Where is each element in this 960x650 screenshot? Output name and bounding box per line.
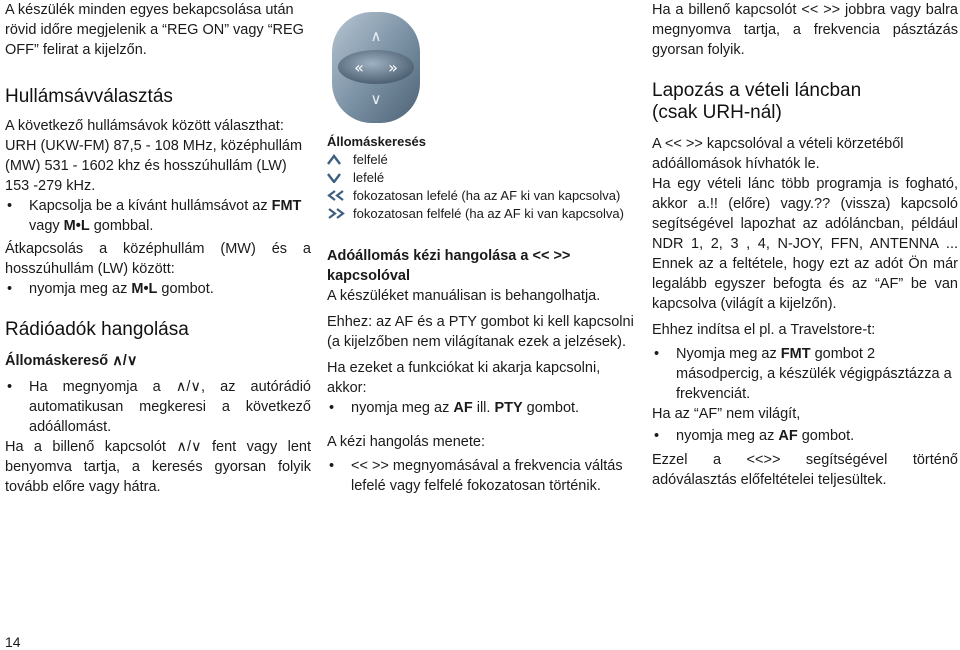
switch-off-text: Ha ezeket a funkciókat ki akarja kapcsolni, akkor: (327, 360, 601, 396)
seek-bullet-text: Ha megnyomja a ∧/∨, az autórádió automatikusan megkeresi a következő adóállomást. (29, 379, 311, 435)
pty-label: PTY (494, 400, 523, 416)
switch-bullet-end: gombot. (157, 281, 214, 297)
band-bullet-end: gombbal. (89, 218, 154, 234)
ml-label-2: M•L (131, 281, 158, 297)
af-bullet-text-2: nyomja meg az (676, 428, 779, 444)
process-bullet-text: << >> megnyomásával a frekvencia váltás lefelé vagy felfelé fokozatosan történik. (351, 458, 623, 494)
double-left-arrow-icon (327, 187, 353, 205)
ill-text: ill. (472, 400, 495, 416)
af-bullet-end-2: gombot. (797, 428, 855, 444)
legend-item (327, 151, 637, 169)
af-bullet-end: gombot. (522, 400, 580, 416)
band-selection-text: A következő hullámsávok között választhat: URH (UKW-FM) 87,5 - 108 MHz, középhullám (MW) 531 - 1602 khz és hosszúhullám (LW) 153 -279 kHz. (5, 118, 303, 194)
legend-item (327, 205, 637, 223)
rocker-switch-illustration (328, 10, 424, 125)
fmt-bullet-text: Nyomja meg az (676, 346, 781, 362)
legend-text: fokozatosan felfelé (ha az AF ki van kapcsolva) (353, 206, 624, 221)
legend-item (327, 169, 637, 187)
af-bullet: • nyomja meg az AF gombot. (654, 428, 855, 444)
fmt-bullet-end: gombot 2 másodpercig, a készülék végigpásztázza a frekvenciát. (676, 346, 952, 402)
svg-text:»: » (388, 58, 398, 77)
af-not-lit-text: Ha az “AF” nem világít, (652, 406, 801, 422)
station-search-title: Állomáskeresés (327, 134, 427, 149)
seek-bullet: • Ha megnyomja a ∧/∨, az autórádió automatikusan megkeresi a következő adóállomást. (7, 379, 311, 435)
chain-text-1: A << >> kapcsolóval a vételi körzetéből adóállomások hívhatók le. (652, 136, 904, 172)
process-bullet: • << >> megnyomásával a frekvencia váltás lefelé vagy felfelé fokozatosan történik. (327, 456, 637, 496)
svg-text:∨: ∨ (370, 90, 382, 108)
final-text: Ezzel a <<>> segítségével történő adóválasztás előfeltételei teljesültek. (652, 452, 958, 488)
band-bullet: • Kapcsolja be a kívánt hullámsávot az FMT vagy M•L gombbal. (7, 198, 302, 234)
chain-heading-2: (csak URH-nál) (652, 102, 782, 123)
manual-tuning-text: A készüléket manuálisan is behangolhatja. (327, 288, 601, 304)
af-label: AF (453, 400, 473, 416)
fmt-label: FMT (271, 198, 302, 214)
chain-text-2: Ha egy vételi lánc több programja is fogható, akkor a.!! (előre) vagy.?? (vissza) kapcsoló segítségével lapozhat az adóláncban, például NDR 1, 2, 3 , 4, N-JOY, FFN, ANTENNA ... Ennek az a feltétele, hogy ezt az adót Ön már legalább egyszer befogta és az “AF” be van kapcsolva (világít a kijelzőn). (652, 176, 958, 312)
ml-label: M•L (63, 218, 90, 234)
af-pty-bullet: • nyomja meg az AF ill. PTY gombot. (329, 400, 580, 416)
fmt-label-2: FMT (780, 346, 811, 362)
manual-tuning-title: Adóállomás kézi hangolása a << >> kapcsolóval (327, 248, 571, 284)
legend-text: fokozatosan lefelé (ha az AF ki van kapcsolva) (353, 188, 621, 203)
legend-list (327, 151, 637, 223)
af-bullet-text: nyomja meg az (351, 400, 454, 416)
chain-heading-1: Lapozás a vételi láncban (652, 80, 862, 101)
requirement-text: Ehhez: az AF és a PTY gombot ki kell kapcsolni (a kijelzőben nem világítanak ezek a jelzések). (327, 314, 634, 350)
switch-text: Átkapcsolás a középhullám (MW) és a hosszúhullám (LW) között: (5, 241, 311, 277)
switch-bullet: • nyomja meg az M•L gombot. (7, 281, 214, 297)
seek-text: Ha a billenő kapcsolót ∧/∨ fent vagy lent benyomva tartja, a keresés gyorsan folyik tovább előre vagy hátra. (5, 439, 311, 495)
af-label-2: AF (778, 428, 798, 444)
scan-text: Ha a billenő kapcsolót << >> jobbra vagy balra megnyomva tartja, a frekvencia pásztázás gyorsan folyik. (652, 2, 958, 58)
column-left (5, 0, 311, 497)
svg-text:∧: ∧ (370, 27, 382, 45)
or-text: vagy (29, 218, 64, 234)
up-arrow-icon (327, 151, 353, 169)
intro-paragraph: A készülék minden egyes bekapcsolása után rövid időre megjelenik a “REG ON” vagy “REG OFF” felirat a kijelzőn. (5, 2, 304, 58)
column-middle (327, 133, 637, 496)
legend-text: felfelé (353, 152, 388, 167)
legend-text: lefelé (353, 170, 385, 185)
svg-text:«: « (354, 58, 364, 77)
fmt-bullet: • Nyomja meg az FMT gombot 2 másodpercig, a készülék végigpásztázza a frekvenciát. (654, 346, 952, 402)
band-selection-heading: Hullámsávválasztás (5, 86, 173, 107)
tuning-heading: Rádióadók hangolása (5, 319, 189, 340)
band-bullet-text: Kapcsolja be a kívánt hullámsávot az (29, 198, 268, 214)
down-arrow-icon (327, 169, 353, 187)
travelstore-text: Ehhez indítsa el pl. a Travelstore-t: (652, 322, 876, 338)
column-right (652, 0, 958, 490)
page-number: 14 (5, 634, 21, 650)
seek-label: Állomáskereső ∧/∨ (5, 353, 138, 369)
switch-bullet-text: nyomja meg az (29, 281, 132, 297)
legend-item (327, 187, 637, 205)
double-right-arrow-icon (327, 205, 353, 223)
process-text: A kézi hangolás menete: (327, 434, 485, 450)
